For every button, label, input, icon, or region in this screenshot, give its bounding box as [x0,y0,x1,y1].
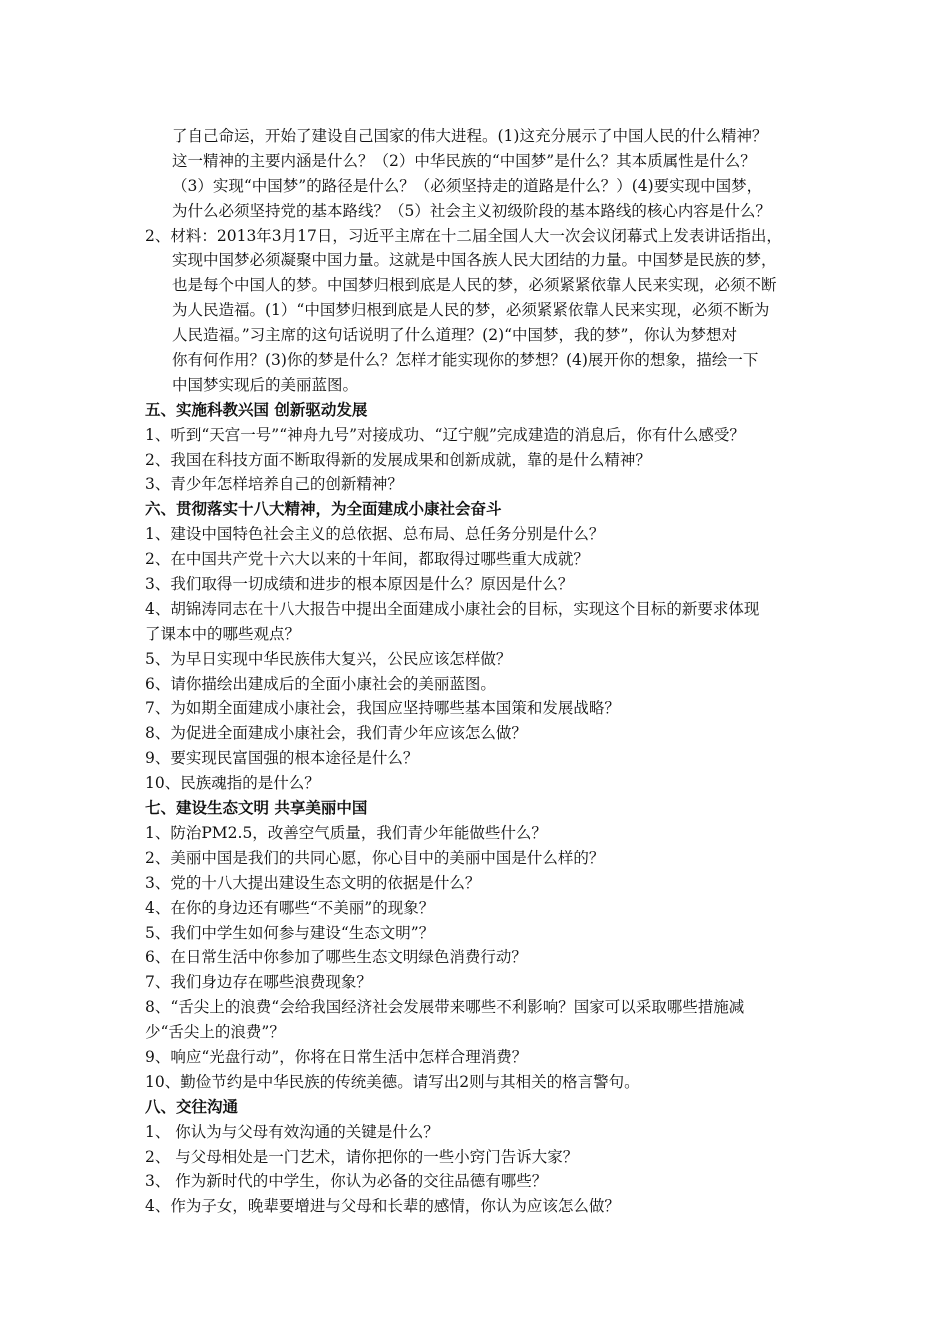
question-item: 2、我国在科技方面不断取得新的发展成果和创新成就，靠的是什么精神？ [145,450,651,469]
section-5 [145,398,825,498]
question-item: 1、听到“天宫一号”“神舟九号”对接成功、“辽宁舰”完成建造的消息后，你有什么感受？ [145,425,745,444]
section-heading: 七、建设生态文明 共享美丽中国 [145,798,368,818]
question-item: 10、民族魂指的是什么？ [145,774,320,793]
question-item: 6、请你描绘出建成后的全面小康社会的美丽蓝图。 [145,674,496,693]
document-body [145,124,825,1219]
question-item: 4、作为子女，晚辈要增进与父母和长辈的感情，你认为应该怎么做？ [145,1197,620,1216]
text-line: （3）实现“中国梦”的路径是什么？（必须坚持走的道路是什么？）(4)要实现中国梦， [172,176,763,195]
text-line: 也是每个中国人的梦。中国梦归根到底是人民的梦，必须紧紧依靠人民来实现，必须不断 [172,276,777,295]
section-7 [145,796,825,1095]
question-item: 5、为早日实现中华民族伟大复兴，公民应该怎样做？ [145,649,512,668]
section-6 [145,497,825,796]
question-item: 7、我们身边存在哪些浪费现象？ [145,973,372,992]
text-line: 人民造福。”习主席的这句话说明了什么道理？(2)“中国梦，我的梦”，你认为梦想对 [172,326,737,345]
text-line: 这一精神的主要内涵是什么？（2）中华民族的“中国梦”是什么？其本质属性是什么？ [172,151,756,170]
question-item: 4、胡锦涛同志在十八大报告中提出全面建成小康社会的目标，实现这个目标的新要求体现 [145,599,760,618]
question-item: 1、建设中国特色社会主义的总依据、总布局、总任务分别是什么？ [145,525,605,544]
section-8 [145,1095,825,1219]
question-item: 4、在你的身边还有哪些“不美丽”的现象？ [145,898,435,917]
section-heading: 八、交往沟通 [145,1096,239,1116]
question-item: 3、党的十八大提出建设生态文明的依据是什么？ [145,873,481,892]
question-item: 8、“舌尖上的浪费“会给我国经济社会发展带来哪些不利影响？国家可以采取哪些措施减 [145,998,745,1017]
question-item: 2、在中国共产党十六大以来的十年间，都取得过哪些重大成就？ [145,550,589,569]
question-item: 9、响应“光盘行动”，你将在日常生活中怎样合理消费？ [145,1047,528,1066]
intro-paragraph [145,124,825,224]
question-item: 2、美丽中国是我们的共同心愿，你心目中的美丽中国是什么样的？ [145,848,605,867]
question-item: 7、为如期全面建成小康社会，我国应坚持哪些基本国策和发展战略？ [145,699,620,718]
question-2-material [145,224,825,398]
text-line: 了自己命运，开始了建设自己国家的伟大进程。(1)这充分展示了中国人民的什么精神？ [172,127,768,145]
question-item: 8、为促进全面建成小康社会，我们青少年应该怎么做？ [145,724,527,743]
text-line: 为什么必须坚持党的基本路线？（5）社会主义初级阶段的基本路线的核心内容是什么？ [172,201,771,220]
text-line: 中国梦实现后的美丽蓝图。 [172,375,359,394]
text-line: 为人民造福。(1）“中国梦归根到底是人民的梦，必须紧紧依靠人民来实现，必须不断为 [172,301,770,320]
question-item: 3、 作为新时代的中学生，你认为必备的交往品德有哪些？ [145,1172,548,1191]
question-item: 10、勤俭节约是中华民族的传统美德。请写出2则与其相关的格言警句。 [145,1072,640,1091]
question-item: 了课本中的哪些观点？ [145,624,301,643]
question-item: 6、在日常生活中你参加了哪些生态文明绿色消费行动？ [145,948,527,967]
question-item: 2、 与父母相处是一门艺术，请你把你的一些小窍门告诉大家？ [145,1147,579,1166]
text-line: 2、材料：2013年3月17日，习近平主席在十二届全国人大一次会议闭幕式上发表讲话指出， [145,226,782,245]
question-item: 少“舌尖上的浪费”？ [145,1023,285,1042]
question-item: 1、 你认为与父母有效沟通的关键是什么？ [145,1122,439,1141]
question-item: 3、我们取得一切成绩和进步的根本原因是什么？原因是什么？ [145,575,574,594]
question-item: 3、青少年怎样培养自己的创新精神？ [145,475,403,494]
text-line: 你有何作用？(3)你的梦是什么？怎样才能实现你的梦想？(4)展开你的想象，描绘一下 [172,351,759,370]
question-item: 1、防治PM2.5，改善空气质量，我们青少年能做些什么？ [145,823,547,842]
question-item: 5、我们中学生如何参与建设“生态文明”？ [145,923,435,942]
section-heading: 五、实施科教兴国 创新驱动发展 [145,399,368,419]
section-heading: 六、贯彻落实十八大精神，为全面建成小康社会奋斗 [145,499,502,519]
text-line: 实现中国梦必须凝聚中国力量。这就是中国各族人民大团结的力量。中国梦是民族的梦， [172,251,777,270]
question-item: 9、要实现民富国强的根本途径是什么？ [145,749,419,768]
